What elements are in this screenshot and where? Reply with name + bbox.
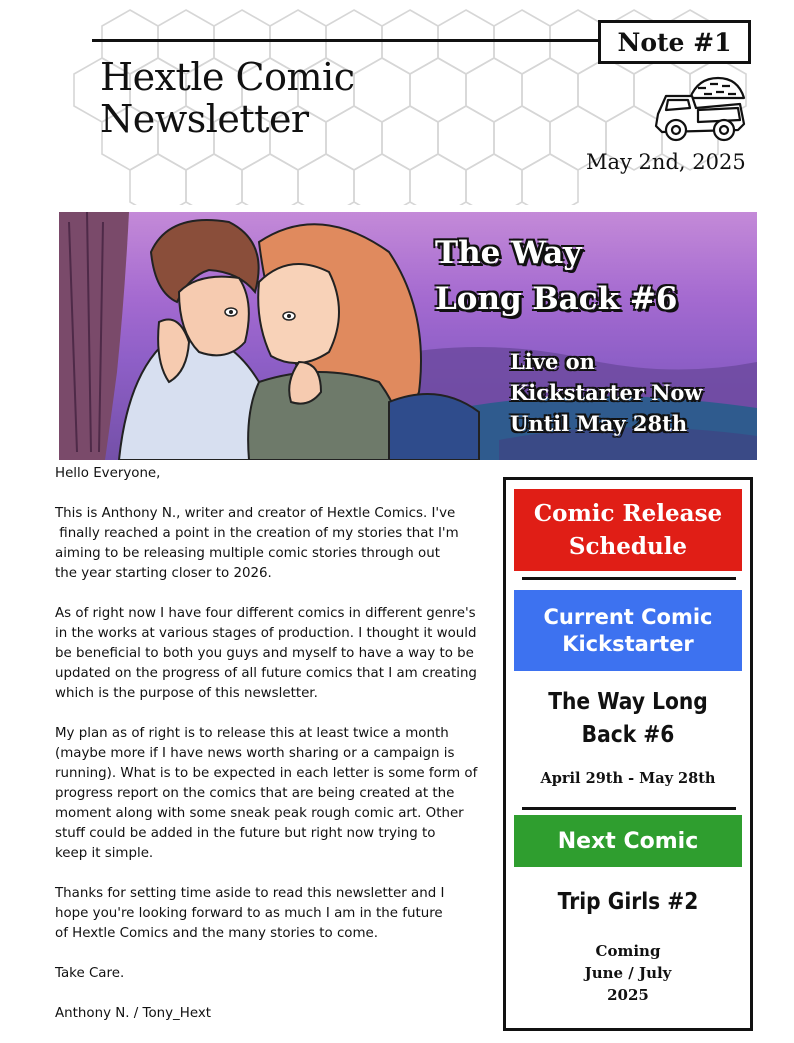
note-number-badge: Note #1 bbox=[598, 20, 751, 64]
banner-sub-line-2: Kickstarter Now bbox=[510, 380, 703, 405]
paragraph-line: My plan as of right is to release this at least twice a month bbox=[55, 726, 449, 741]
banner-title-line-1: The Way bbox=[435, 235, 582, 271]
paragraph-line: the year starting closer to 2026. bbox=[55, 566, 272, 581]
paragraph-line: keep it simple. bbox=[55, 846, 154, 861]
current-comic-dates: April 29th - May 28th bbox=[540, 770, 716, 787]
header-rule bbox=[92, 39, 602, 42]
paragraph-line: stuff could be added in the future but right now trying to bbox=[55, 826, 436, 841]
current-label-line-2: Kickstarter bbox=[562, 631, 694, 656]
title-line-1: Hextle Comic bbox=[100, 55, 355, 99]
schedule-header-line-1: Comic Release bbox=[533, 500, 723, 527]
banner-title-line-2: Long Back #6 bbox=[435, 281, 678, 317]
paragraph-line: updated on the progress of all future comics that I am creating bbox=[55, 666, 477, 681]
title-line-2: Newsletter bbox=[100, 97, 309, 141]
coming-line-1: Coming bbox=[595, 942, 661, 960]
paragraph-line: in the works at various stages of production. I thought it would bbox=[55, 626, 477, 641]
next-comic-title: Trip Girls #2 bbox=[557, 889, 699, 915]
page-title bbox=[100, 56, 420, 140]
next-comic-release bbox=[506, 940, 750, 1006]
divider bbox=[522, 807, 736, 810]
current-label-line-1: Current Comic bbox=[543, 604, 713, 629]
current-kickstarter-box bbox=[514, 590, 742, 671]
paragraph-line: Thanks for setting time aside to read this newsletter and I bbox=[55, 886, 445, 901]
paragraph-line: progress report on the comics that are being created at the bbox=[55, 786, 455, 801]
issue-date: May 2nd, 2025 bbox=[586, 150, 746, 174]
current-title-line-1: The Way Long bbox=[548, 689, 708, 715]
paragraph-line: (maybe more if I have news worth sharing or a campaign is bbox=[55, 746, 455, 761]
schedule-header-line-2: Schedule bbox=[568, 533, 688, 560]
paragraph-line: be beneficial to both you guys and myself to have a way to be bbox=[55, 646, 474, 661]
paragraph-line: aiming to be releasing multiple comic stories through out bbox=[55, 546, 440, 561]
paragraph-line: hope you're looking forward to as much I am in the future bbox=[55, 906, 443, 921]
paragraph-line: moment along with some sneak peak rough comic art. Other bbox=[55, 806, 464, 821]
banner-title bbox=[435, 230, 735, 322]
banner-subtitle bbox=[510, 346, 755, 439]
coming-line-3: 2025 bbox=[607, 986, 649, 1004]
paragraph-line: of Hextle Comics and the many stories to come. bbox=[55, 926, 379, 941]
banner-sub-line-1: Live on bbox=[510, 349, 595, 374]
paragraph-2 bbox=[55, 604, 501, 704]
paragraph-line: This is Anthony N., writer and creator of Hextle Comics. I've bbox=[55, 506, 456, 521]
next-comic-box: Next Comic bbox=[514, 815, 742, 867]
banner-sub-line-3: Until May 28th bbox=[510, 411, 688, 436]
coming-line-2: June / July bbox=[584, 964, 672, 982]
closing: Take Care. bbox=[55, 966, 125, 981]
paragraph-line: which is the purpose of this newsletter. bbox=[55, 686, 318, 701]
paragraph-3 bbox=[55, 724, 501, 864]
truck-icon bbox=[652, 74, 746, 144]
release-schedule-panel bbox=[503, 477, 753, 1031]
paragraph-line: As of right now I have four different comics in different genre's bbox=[55, 606, 476, 621]
signature: Anthony N. / Tony_Hext bbox=[55, 1006, 211, 1021]
current-title-line-2: Back #6 bbox=[581, 722, 675, 748]
divider bbox=[522, 577, 736, 580]
paragraph-line: running). What is to be expected in each letter is some form of bbox=[55, 766, 478, 781]
schedule-header-box bbox=[514, 489, 742, 571]
paragraph-1 bbox=[55, 504, 501, 584]
kickstarter-banner[interactable] bbox=[59, 212, 757, 460]
current-comic-title bbox=[521, 686, 736, 752]
greeting: Hello Everyone, bbox=[55, 466, 161, 481]
letter-body bbox=[55, 464, 501, 1043]
paragraph-line: finally reached a point in the creation of my stories that I'm bbox=[55, 526, 459, 541]
paragraph-4 bbox=[55, 884, 501, 944]
newsletter-header bbox=[0, 0, 794, 205]
